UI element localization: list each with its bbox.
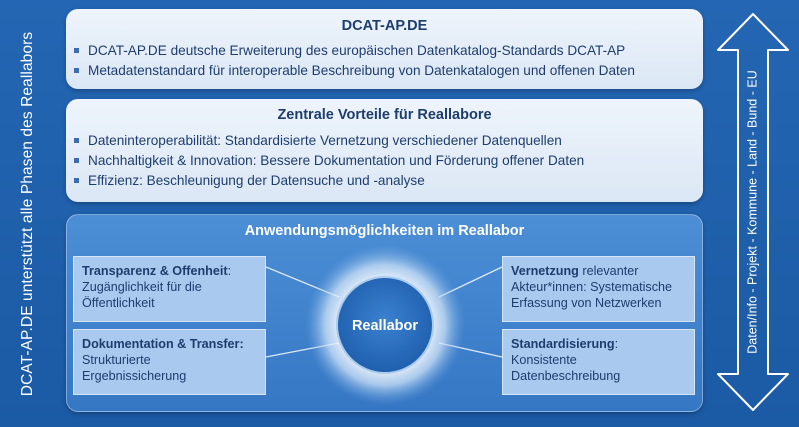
list-item: Dateninteroperabilität: Standardisierte Vernetzung verschiedener Datenquellen (66, 131, 703, 151)
card-body: Konsistente Datenbeschreibung (511, 353, 621, 383)
list-item: Nachhaltigkeit & Innovation: Bessere Dokumentation und Förderung offener Daten (66, 151, 703, 171)
card-head: Transparenz & Offenheit (82, 264, 228, 278)
list-item: Metadatenstandard für interoperable Beschreibung von Datenkatalogen und offenen Daten (66, 61, 703, 81)
levels-label-container (716, 12, 790, 412)
center-label: Reallabor (351, 318, 419, 334)
side-label: DCAT-AP.DE unterstützt alle Phasen des Reallabors (19, 31, 37, 396)
list-item: Effizienz: Beschleunigung der Datensuche und -analyse (66, 171, 703, 191)
card-standardization (502, 329, 695, 395)
applications-title: Anwendungsmöglichkeiten im Reallabor (244, 223, 525, 239)
card-documentation (73, 329, 266, 395)
benefits-list (66, 131, 703, 191)
dcat-ap-de-list (66, 41, 703, 81)
card-head-suffix: : (614, 337, 619, 351)
card-head-suffix: relevanter (578, 264, 639, 278)
dcat-ap-de-panel (66, 9, 703, 89)
applications-panel (66, 214, 703, 412)
list-item: DCAT-AP.DE deutsche Erweiterung des europäischen Datenkatalog-Standards DCAT-AP (66, 41, 703, 61)
dcat-ap-de-title: DCAT-AP.DE (341, 18, 428, 34)
card-body: Strukturierte Ergebnissicherung (82, 353, 187, 383)
levels-label: Daten/Info - Projekt - Kommune - Land - Bund - EU (746, 70, 760, 354)
benefits-panel (66, 99, 703, 202)
card-head: Dokumentation & Transfer: (82, 337, 244, 351)
card-head: Vernetzung (511, 264, 579, 278)
side-label-container (0, 0, 56, 427)
card-body: Akteur*innen: Systematische Erfassung von Netzwerken (511, 280, 673, 310)
benefits-title: Zentrale Vorteile für Reallabore (277, 107, 492, 123)
card-networking (502, 256, 695, 322)
card-transparency (73, 256, 266, 322)
card-head: Standardisierung (511, 337, 615, 351)
card-head-suffix: : (227, 264, 232, 278)
card-body: Zugänglichkeit für die Öffentlichkeit (82, 280, 202, 310)
